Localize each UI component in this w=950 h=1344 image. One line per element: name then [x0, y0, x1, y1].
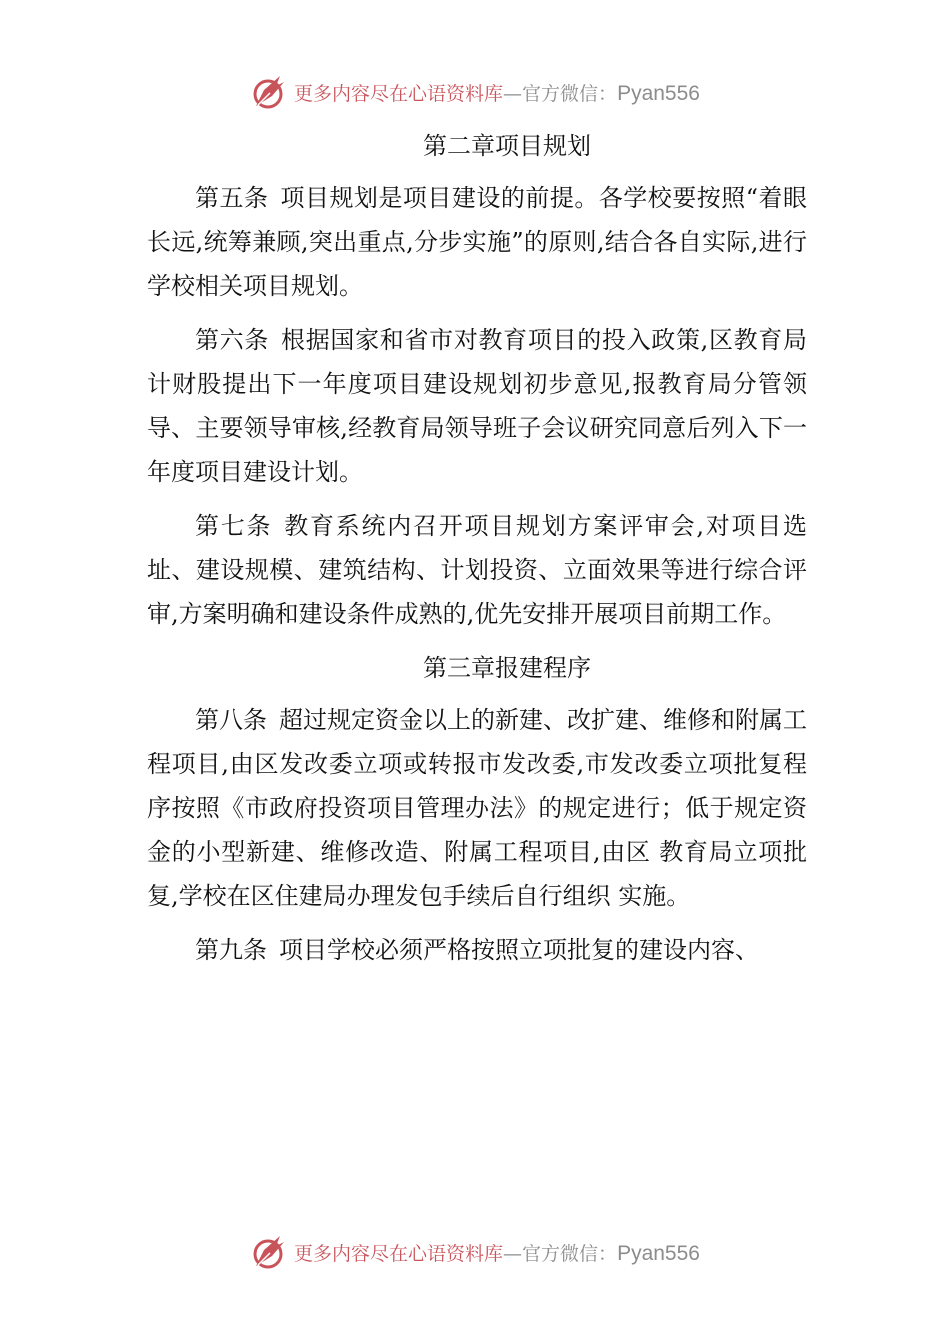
chapter-section — [147, 646, 807, 972]
watermark-text-line — [294, 79, 700, 106]
watermark-id: Pyan556 — [617, 1241, 700, 1265]
article-text: 教育系统内召开项目规划方案评审会,对项目选址、建设规模、建筑结构、计划投资、立面效果等进行综合评审,方案明确和建设条件成熟的,优先安排开展项目前期工作。 — [147, 512, 807, 628]
watermark-separator: — — [503, 82, 523, 105]
watermark-text-line — [294, 1239, 700, 1266]
article-text: 项目规划是项目建设的前提。各学校要按照“着眼长远,统筹兼顾,突出重点,分步实施”的原则,结合各自实际,进行学校相关项目规划。 — [147, 184, 807, 300]
chapter-section — [147, 124, 807, 636]
article-label: 第八条 — [195, 706, 267, 734]
quill-logo-icon — [250, 1232, 290, 1272]
article-6 — [147, 318, 807, 494]
article-text: 项目学校必须严格按照立项批复的建设内容、 — [279, 936, 759, 964]
header-watermark — [0, 72, 950, 112]
article-9 — [147, 928, 807, 972]
chapter-heading: 第三章报建程序 — [423, 654, 591, 682]
watermark-id: Pyan556 — [617, 81, 700, 105]
watermark-text: 更多内容尽在心语资料库 — [294, 1242, 504, 1265]
article-label: 第五条 — [195, 184, 269, 212]
watermark-separator: — — [503, 1242, 523, 1265]
article-5 — [147, 176, 807, 308]
document-body — [147, 124, 807, 982]
quill-logo-icon — [250, 72, 290, 112]
chapter-heading: 第二章项目规划 — [423, 132, 591, 160]
article-7 — [147, 504, 807, 636]
watermark-channel: 官方微信： — [522, 82, 618, 105]
watermark-text: 更多内容尽在心语资料库 — [294, 82, 504, 105]
article-label: 第七条 — [195, 512, 273, 540]
article-label: 第九条 — [195, 936, 267, 964]
footer-watermark — [0, 1232, 950, 1272]
article-8 — [147, 698, 807, 918]
article-text: 根据国家和省市对教育项目的投入政策,区教育局计财股提出下一年度项目建设规划初步意见,报教育局分管领导、主要领导审核,经教育局领导班子会议研究同意后列入下一年度项目建设计划。 — [147, 326, 807, 486]
article-label: 第六条 — [195, 326, 270, 354]
watermark-channel: 官方微信： — [522, 1242, 618, 1265]
article-text: 超过规定资金以上的新建、改扩建、维修和附属工程项目,由区发改委立项或转报市发改委,市发改委立项批复程序按照《市政府投资项目管理办法》的规定进行；低于规定资金的小型新建、维修改造、附属工程项目,由区 教育局立项批复,学校在区住建局办理发包手续后自行组织 实施。 — [147, 706, 807, 910]
